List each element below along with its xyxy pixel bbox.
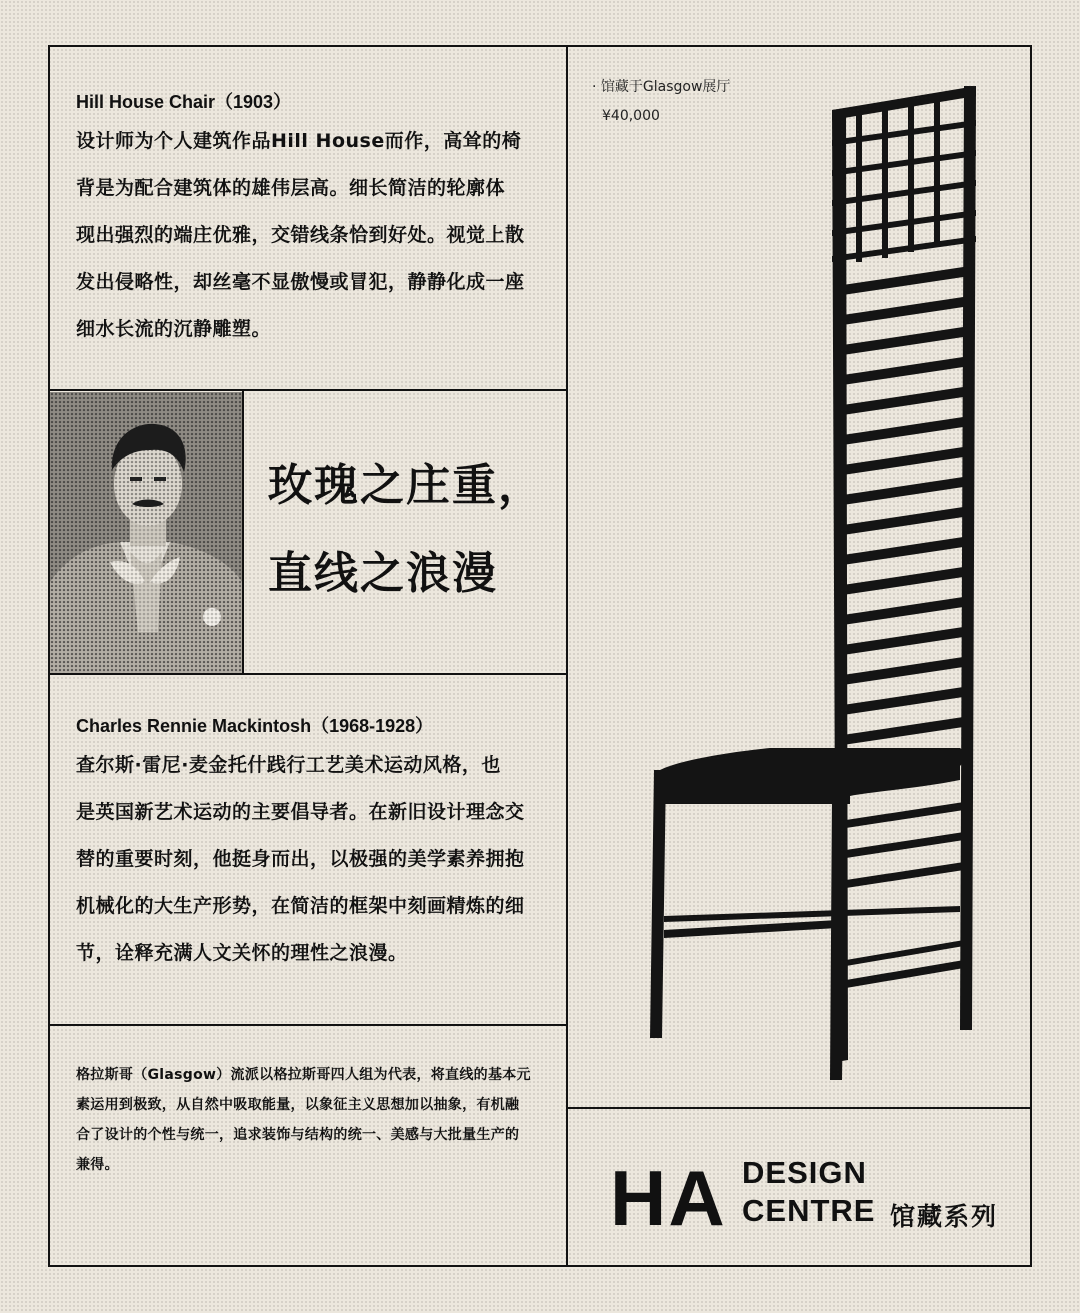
glasgow-note [76, 1060, 556, 1180]
collection-tagline: 馆藏系列 [890, 1202, 999, 1231]
chair-description-line: 发出侵略性，却丝毫不显傲慢或冒犯，静静化成一座 [76, 271, 525, 293]
glasgow-note-line: 素运用到极致，从自然中吸取能量，以象征主义思想加以抽象，有机融 [76, 1097, 520, 1113]
designer-bio [76, 742, 556, 977]
divider-vertical-portrait [242, 390, 244, 674]
logo-initials: HA [610, 1154, 727, 1242]
divider-h-logo [566, 1107, 1032, 1109]
glasgow-note-line: 兼得。 [76, 1157, 119, 1173]
designer-bio-line: 是英国新艺术运动的主要倡导者。在新旧设计理念交 [76, 801, 525, 823]
designer-portrait [50, 392, 242, 673]
exhibit-location: · 馆藏于Glasgow展厅 [592, 79, 731, 95]
hill-house-chair-illustration [620, 80, 1020, 1100]
brand-logo [610, 1154, 1010, 1242]
designer-bio-line: 替的重要时刻，他挺身而出，以极强的美学素养拥抱 [76, 848, 525, 870]
designer-bio-cell [76, 712, 556, 977]
chair-description-line: 细水长流的沉静雕塑。 [76, 318, 272, 340]
headline-line-2: 直线之浪漫 [268, 548, 498, 599]
portrait-illustration [50, 392, 242, 673]
divider-h2 [48, 673, 568, 675]
glasgow-note-line: 格拉斯哥（Glasgow）流派以格拉斯哥四人组为代表，将直线的基本元 [76, 1067, 531, 1083]
divider-h3 [48, 1024, 568, 1026]
designer-bio-line: 节，诠释充满人文关怀的理性之浪漫。 [76, 942, 408, 964]
logo-word-design: DESIGN [742, 1155, 867, 1190]
chair-title: Hill House Chair（1903） [76, 92, 292, 112]
logo-word-centre: CENTRE [742, 1193, 876, 1228]
chair-image [620, 80, 1020, 1100]
chair-description-line: 现出强烈的端庄优雅，交错线条恰到好处。视觉上散 [76, 224, 525, 246]
glasgow-note-cell [76, 1060, 556, 1180]
designer-bio-line: 机械化的大生产形势，在简洁的框架中刻画精炼的细 [76, 895, 525, 917]
divider-h1 [48, 389, 568, 391]
chair-description [76, 118, 556, 353]
designer-name: Charles Rennie Mackintosh（1968-1928） [76, 716, 434, 736]
exhibit-price: ¥40,000 [602, 108, 660, 124]
divider-vertical-main [566, 45, 568, 1267]
chair-description-cell [76, 88, 556, 353]
headline-line-1: 玫瑰之庄重， [268, 460, 544, 511]
headline-cell [268, 442, 568, 618]
chair-description-line: 背是为配合建筑体的雄伟层高。细长简洁的轮廓体 [76, 177, 506, 199]
chair-description-line: 设计师为个人建筑作品Hill House而作，高耸的椅 [76, 130, 522, 152]
designer-bio-line: 查尔斯·雷尼·麦金托什践行工艺美术运动风格，也 [76, 754, 501, 776]
glasgow-note-line: 合了设计的个性与统一，追求装饰与结构的统一、美感与大批量生产的 [76, 1127, 520, 1143]
